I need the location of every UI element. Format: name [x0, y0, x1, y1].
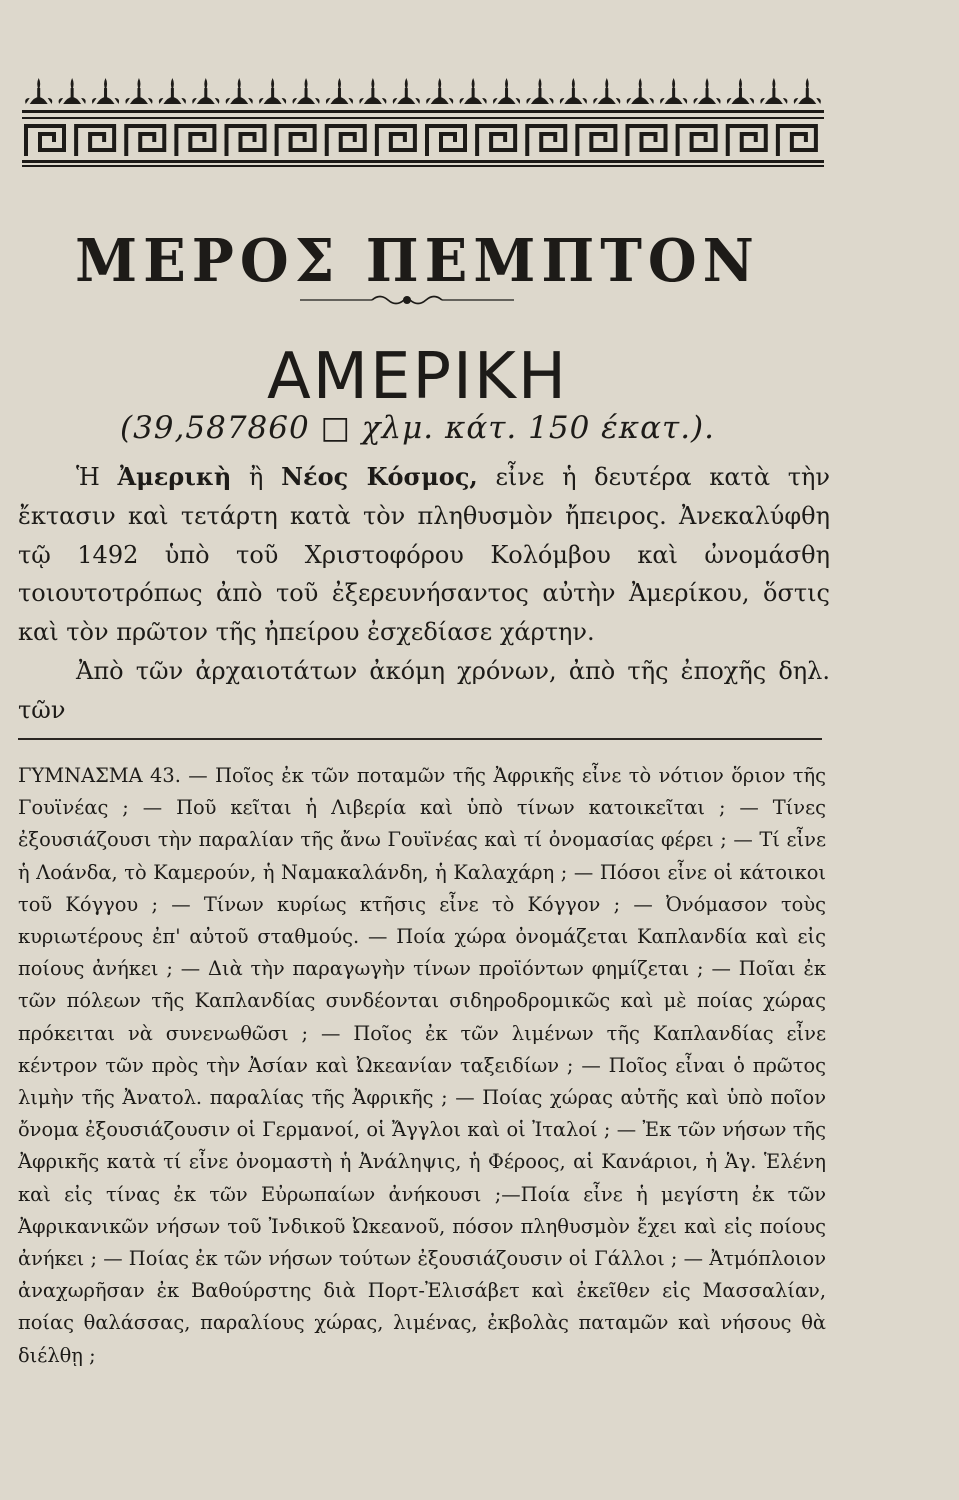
- intro-paragraph: [18, 458, 830, 652]
- main-title: ΑΜΕΡΙΚΗ: [267, 340, 568, 414]
- meander-segment: [527, 126, 565, 156]
- meander-segment: [678, 126, 716, 156]
- intro-second-paragraph: Ἀπὸ τῶν ἀρχαιοτάτων ἀκόμη χρόνων, ἀπὸ τῆς ἐποχῆς δηλ. τῶν: [18, 656, 830, 724]
- meander-segment: [26, 126, 64, 156]
- intro-rest: εἶνε ἡ δευτέρα κατὰ τὴν ἔκτασιν καὶ τετάρτη κατὰ τὸν πληθυσμὸν ἤπειρος. Ἀνεκαλύφθη τῷ 1492 ὑπὸ τοῦ Χριστοφόρου Κολόμβου καὶ ὠνομάσθη τοιουτοτρόπως ἀπὸ τοῦ ἐξερευνήσαντος αὐτὴν Ἀμερίκου, ὅστις καὶ τὸν πρῶτον τῆς ἠπείρου ἐσχεδίασε χάρτην.: [18, 463, 830, 647]
- decorative-header-ornament: [22, 76, 824, 168]
- meander-segment: [628, 126, 666, 156]
- meander-segment: [277, 126, 315, 156]
- meander-segment: [227, 126, 265, 156]
- meander-segment: [76, 126, 114, 156]
- meander-segment: [477, 126, 515, 156]
- intro-lead: Ἡ: [76, 463, 100, 491]
- section-divider: [18, 738, 822, 740]
- intro-bold-america: Ἀμερικὴ: [117, 462, 232, 491]
- meander-segment: [728, 126, 766, 156]
- meander-segment: [377, 126, 415, 156]
- exercise-block: [18, 760, 826, 1372]
- ornamental-divider: [300, 290, 514, 310]
- meander-segment: [176, 126, 214, 156]
- exercise-text: ΓΥΜΝΑΣΜΑ 43. — Ποῖος ἐκ τῶν ποταμῶν τῆς Ἀφρικῆς εἶνε τὸ νότιον ὅριον τῆς Γουϊνέας ; — Ποῦ κεῖται ἡ Λιβερία καὶ ὑπὸ τίνων κατοικεῖται ; — Τίνες ἐξουσιάζουσι τὴν παραλίαν τῆς ἄνω Γουϊνέας καὶ τί ὀνομασίας φέρει ; — Τί εἶνε ἡ Λοάνδα, τὸ Καμερούν, ἡ Ναμακαλάνδη, ἡ Καλαχάρη ; — Πόσοι εἶνε οἱ κάτοικοι τοῦ Κόγγου ; — Τίνων κυρίως κτῆσις εἶνε τὸ Κόγγον ; — Ὀνόμασον τοὺς κυριωτέρους ἐπ' αὐτοῦ σταθμούς. — Ποία χώρα ὀνομάζεται Καπλανδία καὶ εἰς ποίους ἀνήκει ; — Διὰ τὴν παραγωγὴν τίνων προϊόντων φημίζεται ; — Ποῖαι ἐκ τῶν πόλεων τῆς Καπλανδίας συνδέονται σιδηροδρομικῶς καὶ μὲ ποίας χώρας πρόκειται νὰ συνενωθῶσι ; — Ποῖος ἐκ τῶν λιμένων τῆς Καπλανδίας εἶνε κέντρον τῶν πρὸς τὴν Ἀσίαν καὶ Ὠκεανίαν ταξειδίων ; — Ποῖος εἶναι ὁ πρῶτος λιμὴν τῆς Ἀνατολ. παραλίας τῆς Ἀφρικῆς ; — Ποίας χώρας αὐτῆς καὶ ὑπὸ ποῖον ὄνομα ἐξουσιάζουσιν οἱ Γερμανοί, οἱ Ἄγγλοι καὶ οἱ Ἰταλοί ; — Ἐκ τῶν νήσων τῆς Ἀφρικῆς κατὰ τί εἶνε ὀνομαστὴ ἡ Ἀνάληψις, ἡ Φέροος, αἱ Κανάριοι, ἡ Ἁγ. Ἑλένη καὶ εἰς τίνας ἐκ τῶν Εὐρωπαίων ἀνήκουσι ;—Ποία εἶνε ἡ μεγίστη ἐκ τῶν Ἀφρικανικῶν νήσων τοῦ Ἰνδικοῦ Ὠκεανοῦ, πόσον πληθυσμὸν ἔχει καὶ εἰς ποίους ἀνήκει ; — Ποίας ἐκ τῶν νήσων τούτων ἐξουσιάζουσιν οἱ Γάλλοι ; — Ἀτμόπλοιον ἀναχωρῆσαν ἐκ Βαθούρστης διὰ Πορτ-Ἐλισάβετ καὶ ἐκεῖθεν εἰς Μασσαλίαν, ποίας θαλάσσας, παραλίους χώρας, λιμένας, ἐκβολὰς παταμῶν καὶ νήσους θὰ διέλθῃ ;: [18, 764, 826, 1367]
- part-title: ΜΕΡΟΣ ΠΕΜΠΤΟΝ: [75, 226, 760, 296]
- intro-or: ἢ: [249, 463, 264, 491]
- meander-segment: [427, 126, 465, 156]
- meander-segment: [778, 126, 816, 156]
- area-population-subtitle: (39,587860 □ χλμ. κάτ. 150 έκατ.).: [119, 410, 715, 446]
- intro-text: [18, 458, 830, 730]
- meander-segment: [577, 126, 615, 156]
- meander-segment: [126, 126, 164, 156]
- meander-segment: [327, 126, 365, 156]
- intro-bold-new-world: Νέος Κόσμος,: [281, 462, 478, 491]
